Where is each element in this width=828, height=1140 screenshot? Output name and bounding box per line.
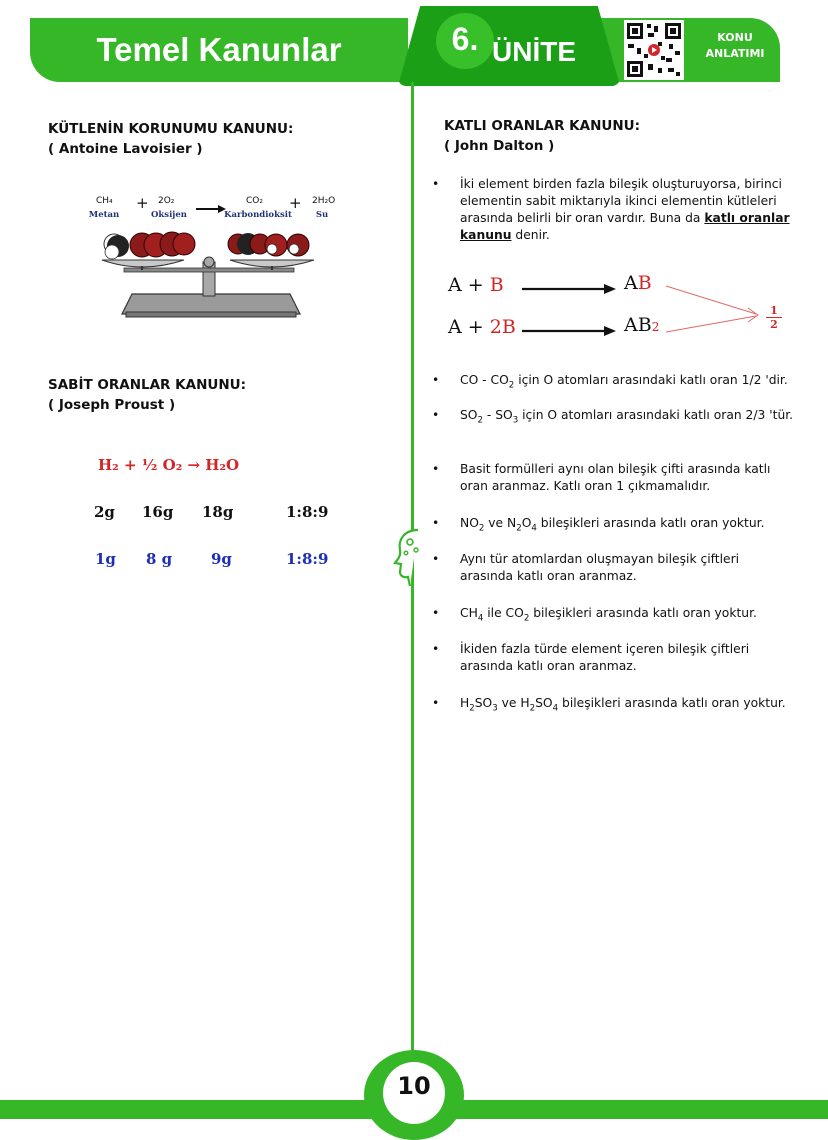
formula-2o2: 2O₂ (158, 196, 175, 206)
r2-product: AB2 (624, 314, 660, 336)
arrow-icon-1 (522, 280, 616, 299)
formula-2h2o: 2H₂O (312, 196, 336, 206)
plus-sign-1: + (136, 194, 149, 212)
formula-ch4: CH₄ (96, 196, 113, 206)
unit-number: 6. (451, 21, 479, 57)
bullet-h2so3: • $H_2SO_3$ ve $H_2SO_4$ bileşikleri arasında katlı oran yoktur. (446, 695, 820, 717)
kutle-author: ( Antoine Lavoisier ) (48, 141, 203, 157)
proust-equation: H₂ + ½ O₂ → H₂O (98, 456, 240, 474)
intro-bullet (446, 176, 804, 244)
label-oksijen: Oksijen (151, 210, 187, 220)
row1-h2o: 18g (202, 503, 234, 521)
label-karbondioksit: Karbondioksit (224, 210, 292, 220)
row2-ratio: 1:8:9 (286, 550, 329, 568)
row1-ratio: 1:8:9 (286, 503, 329, 521)
fraction-num: 1 (770, 304, 778, 317)
konu-line-2: ANLATIMI (705, 47, 765, 60)
r1-product: AB (624, 272, 652, 294)
fraction-den: 2 (766, 317, 782, 331)
r1-left: A + B (448, 274, 504, 296)
sabit-author: ( Joseph Proust ) (48, 397, 176, 413)
formula-co2: CO₂ (246, 196, 263, 206)
unit-label: ÜNİTE (492, 36, 576, 67)
head-idea-icon (392, 526, 432, 590)
page-number: 10 (397, 1072, 431, 1100)
sabit-heading: SABİT ORANLAR KANUNU: (48, 377, 246, 393)
intro-bold: katlı oranlar kanunu (460, 211, 790, 242)
katli-author: ( John Dalton ) (444, 138, 555, 154)
bullet-co: • CO - $CO_2$ için O atomları arasındaki katlı oran 1/2 'dir. (446, 372, 810, 394)
bullet-ch4: • $CH_4$ ile $CO_2$ bileşikleri arasında katlı oran yoktur. (446, 605, 800, 627)
balance-scale-illustration (96, 222, 326, 322)
fraction-1-2 (766, 304, 782, 331)
bullet-ayni-tur: • Aynı tür atomlardan oluşmayan bileşik çiftleri arasında katlı oran aranmaz. (446, 551, 780, 585)
label-metan: Metan (88, 210, 120, 220)
column-divider (411, 82, 414, 1102)
plus-sign-2: + (289, 194, 302, 212)
row2-h2: 1g (95, 550, 116, 568)
bullet-ikiden: • İkiden fazla türde element içeren bileşik çiftleri arasında katlı oran aranmaz. (446, 641, 780, 675)
label-su: Su (315, 210, 329, 220)
page-title: Temel Kanunlar (96, 31, 342, 68)
bullet-so: • $SO_2 - SO_3$ için O atomları arasındaki katlı oran 2/3 'tür. (446, 407, 795, 429)
row1-o2: 16g (142, 503, 174, 521)
row1-h2: 2g (94, 503, 115, 521)
konu-line-1: KONU (717, 31, 753, 44)
bullet-basit: • Basit formülleri aynı olan bileşik çifti arasında katlı oran aranmaz. Katlı oran 1 çıkmamalıdır. (446, 461, 795, 495)
konu-anlatimi-label (694, 30, 776, 62)
qr-code-icon[interactable] (624, 20, 684, 80)
dalton-diagram (446, 268, 796, 343)
kutle-heading: KÜTLENİN KORUNUMU KANUNU: (48, 121, 294, 137)
converging-lines (664, 280, 774, 344)
row2-h2o: 9g (211, 550, 232, 568)
katli-heading: KATLI ORANLAR KANUNU: (444, 118, 640, 134)
intro-tail: denir. (511, 228, 550, 242)
arrow-icon-2 (522, 322, 616, 341)
r2-left: A + 2B (448, 316, 516, 338)
intro-text: İki element birden fazla bileşik oluşturuyorsa, birinci elementin sabit miktarıyla ikinci elementin kütleleri arasında belirli bir oran vardır. Buna da (460, 177, 782, 225)
bullet-no2: • $NO_2$ ve $N_2O_4$ bileşikleri arasında katlı oran yoktur. (446, 515, 800, 537)
row2-o2: 8 g (146, 550, 173, 568)
